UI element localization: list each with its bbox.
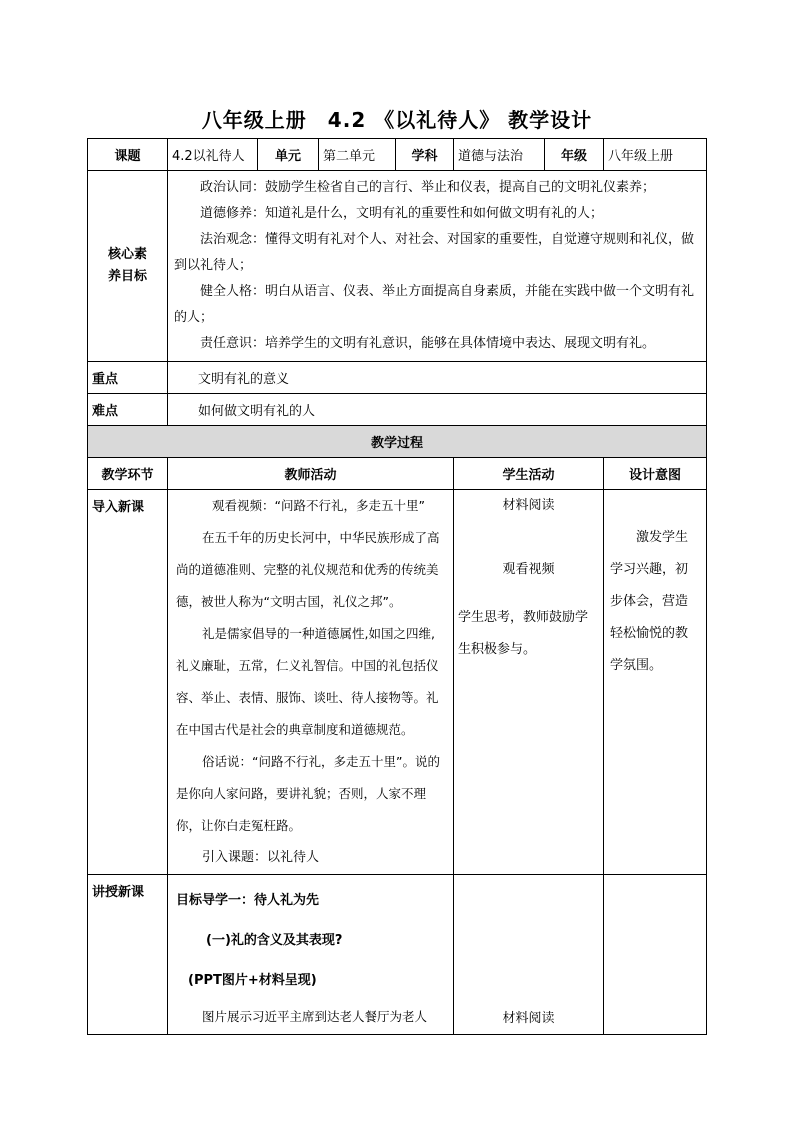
key-point-label: 重点 <box>88 362 168 394</box>
goal-item: 健全人格：明白从语言、仪表、举止方面提高自身素质，并能在实践中做一个文明有礼的人； <box>174 284 695 325</box>
sub-heading: (一)礼的含义及其表现? <box>206 933 343 948</box>
teacher-paragraph: 俗话说：“问路不行礼，多走五十里”。说的是你向人家问路，要讲礼貌；否则，人家不理你，让你白走冤枉路。 <box>176 754 440 833</box>
student-activity: 材料阅读 <box>502 1011 555 1026</box>
intro-row <box>88 490 707 875</box>
goals-row <box>88 171 707 362</box>
column-header-student: 学生活动 <box>454 458 604 490</box>
teacher-paragraph: 礼是儒家倡导的一种道德属性,如国之四维,礼义廉耻，五常，仁义礼智信。中国的礼包括仪容、举止、表情、服饰、谈吐、待人接物等。礼在中国古代是社会的典章制度和道德规范。 <box>176 626 439 737</box>
key-point-row <box>88 362 707 394</box>
topic-label: 课题 <box>88 139 168 171</box>
process-columns-row <box>88 458 707 490</box>
goal-item: 法治观念：懂得文明有礼对个人、对社会、对国家的重要性，自觉遵守规则和礼仪，做到以礼待人； <box>174 232 695 273</box>
grade-label: 年级 <box>545 139 604 171</box>
spacer <box>458 522 599 554</box>
lecture-student-cell <box>454 875 604 1035</box>
teacher-paragraph: 图片展示习近平主席到达老人餐厅为老人 <box>202 1009 428 1024</box>
document-title: 八年级上册 4.2 《以礼待人》 教学设计 <box>201 108 593 132</box>
goal-item: 政治认同：鼓励学生检省自己的言行、举止和仪表，提高自己的文明礼仪素养； <box>200 180 656 195</box>
lecture-stage: 讲授新课 <box>88 875 168 1035</box>
topic-value: 4.2以礼待人 <box>168 139 258 171</box>
unit-value: 第二单元 <box>319 139 396 171</box>
column-header-stage: 教学环节 <box>88 458 168 490</box>
teacher-paragraph: 引入课题：以礼待人 <box>202 850 320 865</box>
teacher-paragraph: 观看视频：“问路不行礼，多走五十里” <box>212 498 425 513</box>
process-header: 教学过程 <box>88 426 707 458</box>
column-header-teacher: 教师活动 <box>168 458 454 490</box>
student-activity: 材料阅读 <box>502 498 555 513</box>
intro-student-cell <box>454 490 604 875</box>
info-row <box>88 139 707 171</box>
ppt-note: (PPT图片+材料呈现) <box>188 973 317 988</box>
process-header-row <box>88 426 707 458</box>
lecture-row <box>88 875 707 1035</box>
column-header-design: 设计意图 <box>604 458 707 490</box>
student-activity: 观看视频 <box>502 562 555 577</box>
goal-item: 道德修养：知道礼是什么，文明有礼的重要性和如何做文明有礼的人； <box>200 206 604 221</box>
goal-item: 责任意识：培养学生的文明有礼意识，能够在具体情境中表达、展现文明有礼。 <box>200 336 656 351</box>
student-activity: 学生思考，教师鼓励学生积极参与。 <box>458 610 589 657</box>
intro-stage: 导入新课 <box>88 490 168 875</box>
subject-value: 道德与法治 <box>454 139 545 171</box>
subject-label: 学科 <box>396 139 454 171</box>
spacer <box>458 586 599 602</box>
goals-cell <box>168 171 707 362</box>
difficult-point-row <box>88 394 707 426</box>
intro-teacher-cell <box>168 490 454 875</box>
goals-label: 核心素养目标 <box>88 171 168 362</box>
lesson-plan-table <box>87 138 707 1035</box>
design-intent: 激发学生学习兴趣，初步体会，营造轻松愉悦的教学氛围。 <box>610 530 689 673</box>
grade-value: 八年级上册 <box>604 139 707 171</box>
intro-design-cell <box>604 490 707 875</box>
key-point-value: 文明有礼的意义 <box>168 362 707 394</box>
unit-label: 单元 <box>258 139 319 171</box>
lecture-design-cell <box>604 875 707 1035</box>
difficult-point-value: 如何做文明有礼的人 <box>168 394 707 426</box>
teacher-paragraph: 在五千年的历史长河中，中华民族形成了高尚的道德准则、完整的礼仪规范和优秀的传统美德，被世人称为“文明古国，礼仪之邦”。 <box>176 530 440 609</box>
lecture-teacher-cell <box>168 875 454 1035</box>
difficult-point-label: 难点 <box>88 394 168 426</box>
goal-heading: 目标导学一：待人礼为先 <box>176 893 320 908</box>
